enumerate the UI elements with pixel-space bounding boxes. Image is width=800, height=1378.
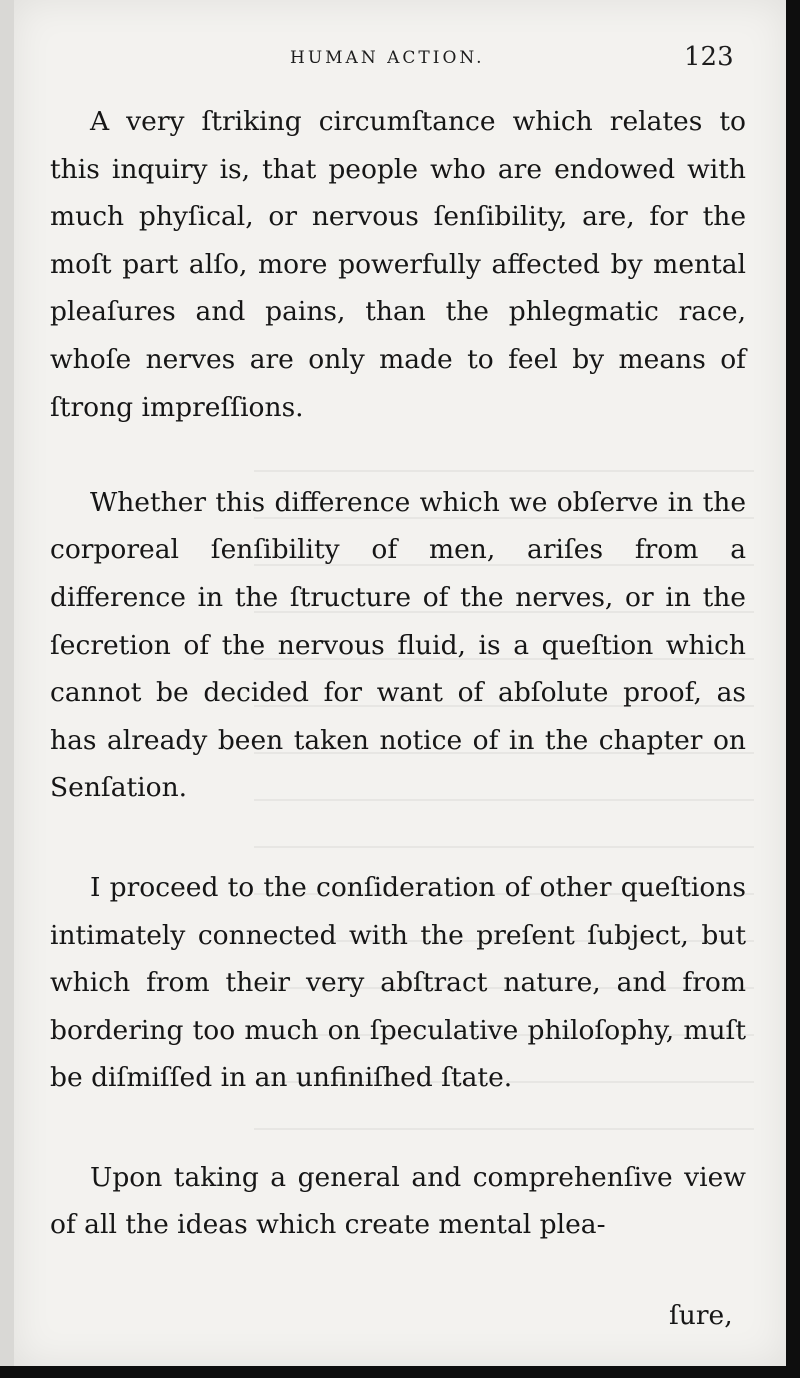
book-page xyxy=(14,0,786,1366)
paragraph: Whether this difference which we obſerve in the corporeal ſenſibility of men, ariſes from a difference in the ſtructure of the nerves, or in the ſecretion of the nervous fluid, is a queſtion which cannot be decided for want of abſolute proof, as has already been taken notice of in the chapter on Senſation. xyxy=(50,486,746,804)
page-bottom-edge xyxy=(0,1366,800,1378)
body-text xyxy=(50,98,746,1249)
page-left-margin xyxy=(0,0,14,1378)
page-header xyxy=(14,40,786,80)
paragraph: I proceed to the conſideration of other queſtions intimately connected with the preſent ſubject, but which from their very abſtract nature, and from bordering too much on ſpeculative philoſophy, muſt be diſmiſſed in an unfiniſhed ſtate. xyxy=(50,871,746,1094)
paragraph: A very ſtriking circumſtance which relates to this inquiry is, that people who are endowed with much phyſical, or nervous ſenſibility, are, for the moſt part alſo, more powerfully affected by mental pleaſures and pains, than the phlegmatic race, whoſe nerves are only made to feel by means of ſtrong impreſſions. xyxy=(50,106,746,423)
running-title: HUMAN ACTION. xyxy=(290,48,485,68)
paragraph: Upon taking a general and comprehenſive view of all the ideas which create mental plea- xyxy=(50,1161,746,1241)
catchword: ſure, xyxy=(669,1300,733,1331)
page-number: 123 xyxy=(684,42,734,72)
page-right-edge xyxy=(786,0,800,1378)
